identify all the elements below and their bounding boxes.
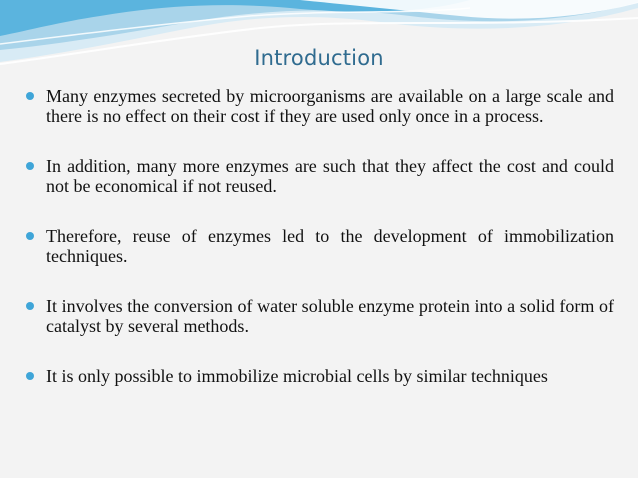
bullet-text: In addition, many more enzymes are such that they affect the cost and could not be economical if not reused.	[46, 156, 614, 196]
slide-title: Introduction	[254, 46, 384, 70]
bullet-text: It involves the conversion of water soluble enzyme protein into a solid form of catalyst by several methods.	[46, 296, 614, 336]
bullet-dot-icon	[26, 162, 34, 170]
bullet-item	[26, 366, 614, 386]
bullet-dot-icon	[26, 92, 34, 100]
bullet-list	[26, 86, 614, 416]
bullet-text: It is only possible to immobilize microbial cells by similar techniques	[46, 366, 548, 386]
bullet-dot-icon	[26, 302, 34, 310]
bullet-text: Many enzymes secreted by microorganisms are available on a large scale and there is no effect on their cost if they are used only once in a process.	[46, 86, 614, 126]
bullet-item	[26, 86, 614, 126]
bullet-item	[26, 226, 614, 266]
bullet-item	[26, 156, 614, 196]
bullet-dot-icon	[26, 372, 34, 380]
bullet-item	[26, 296, 614, 336]
bullet-dot-icon	[26, 232, 34, 240]
bullet-text: Therefore, reuse of enzymes led to the development of immobilization techniques.	[46, 226, 614, 266]
